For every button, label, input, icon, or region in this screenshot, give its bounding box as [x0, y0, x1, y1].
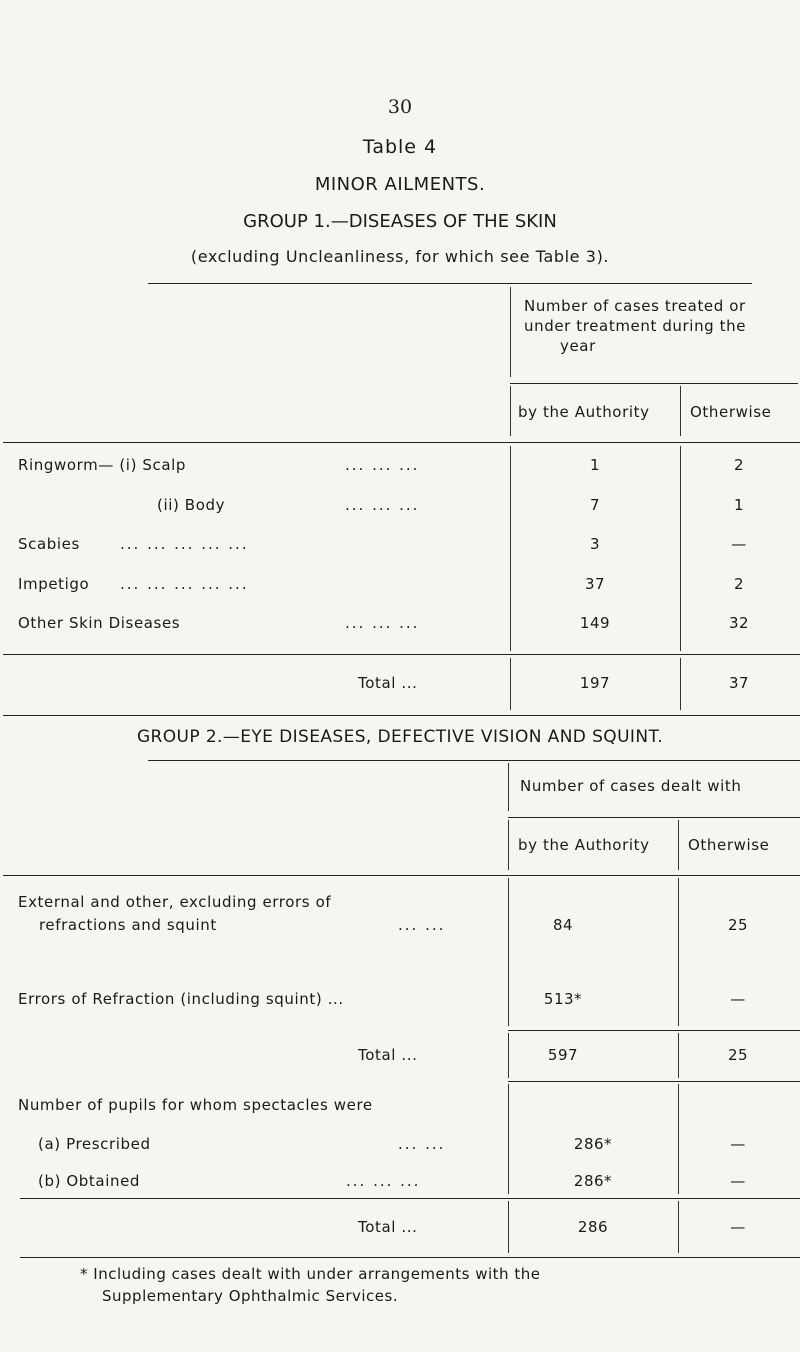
group2-subtotal-label: Total ...	[358, 1046, 418, 1064]
group2-header-span: Number of cases dealt with	[520, 777, 742, 795]
leader-dots: ... ... ...	[345, 496, 420, 514]
cell-authority: 149	[579, 614, 611, 632]
spectacles-heading: Number of pupils for whom spectacles were	[18, 1096, 373, 1114]
cell-otherwise: —	[730, 1135, 746, 1153]
cell-authority-total: 197	[579, 674, 611, 692]
rule	[148, 760, 800, 761]
rule	[20, 1198, 800, 1199]
leader-dots: ... ... ...	[346, 1172, 421, 1190]
rule	[508, 1081, 800, 1082]
leader-dots: ... ... ...	[345, 614, 420, 632]
main-heading: MINOR AILMENTS.	[314, 174, 486, 195]
table-row: Ringworm— (i) Scalp	[18, 456, 187, 474]
table-title: Table 4	[362, 136, 438, 158]
table-row: Impetigo	[18, 575, 90, 593]
cell-otherwise: 25	[727, 916, 749, 934]
table-row: Errors of Refraction (including squint) ...	[18, 990, 344, 1008]
rule	[510, 386, 511, 436]
cell-otherwise: 2	[733, 575, 745, 593]
cell-authority-subtotal: 597	[547, 1046, 579, 1064]
rule	[510, 287, 511, 377]
rule	[148, 283, 752, 284]
group2-col-authority: by the Authority	[518, 836, 650, 854]
cell-otherwise-total: —	[730, 1218, 746, 1236]
group2-total-label: Total ...	[358, 1218, 418, 1236]
cell-authority-total: 286	[577, 1218, 609, 1236]
cell-otherwise: —	[730, 990, 746, 1008]
rule	[20, 1257, 800, 1258]
leader-dots: ... ... ... ... ...	[120, 535, 249, 553]
cell-otherwise: 32	[728, 614, 750, 632]
cell-otherwise: 1	[733, 496, 745, 514]
group2-title: GROUP 2.—EYE DISEASES, DEFECTIVE VISION AND SQUINT.	[136, 727, 664, 747]
footnote-line2: Supplementary Ophthalmic Services.	[102, 1287, 399, 1305]
table-row: Other Skin Diseases	[18, 614, 181, 632]
cell-authority: 37	[584, 575, 606, 593]
cell-otherwise-subtotal: 25	[727, 1046, 749, 1064]
rule	[3, 715, 800, 716]
group1-col-authority: by the Authority	[518, 403, 650, 421]
group1-col-otherwise: Otherwise	[690, 403, 772, 421]
group1-subtitle: (excluding Uncleanliness, for which see Table 3).	[190, 247, 610, 266]
rule	[508, 820, 509, 870]
cell-otherwise: —	[730, 1172, 746, 1190]
group2-col-otherwise: Otherwise	[688, 836, 770, 854]
cell-otherwise: 2	[733, 456, 745, 474]
table-row: (b) Obtained	[38, 1172, 141, 1190]
cell-authority: 513*	[543, 990, 583, 1008]
rule	[3, 442, 800, 443]
leader-dots: ... ... ... ... ...	[120, 575, 249, 593]
rule	[680, 386, 681, 436]
group1-header-span: Number of cases treated or under treatment during the year	[524, 297, 747, 355]
leader-dots: ... ...	[398, 1135, 446, 1153]
cell-authority: 286*	[573, 1135, 613, 1153]
table-row-label-line1: External and other, excluding errors of	[18, 893, 332, 911]
group1-title: GROUP 1.—DISEASES OF THE SKIN	[243, 211, 557, 232]
table-row-label-line2: refractions and squint	[39, 916, 217, 934]
page-number: 30	[387, 96, 413, 118]
cell-authority: 286*	[573, 1172, 613, 1190]
cell-otherwise-total: 37	[728, 674, 750, 692]
table-row: (ii) Body	[157, 496, 226, 514]
table-row: (a) Prescribed	[38, 1135, 151, 1153]
leader-dots: ... ...	[398, 916, 446, 934]
rule	[508, 817, 800, 818]
cell-authority: 7	[589, 496, 601, 514]
leader-dots: ... ... ...	[345, 456, 420, 474]
cell-authority: 3	[589, 535, 601, 553]
cell-authority: 84	[552, 916, 574, 934]
table-row: Scabies	[18, 535, 80, 553]
rule	[508, 1030, 800, 1031]
rule	[3, 875, 800, 876]
footnote-line1: * Including cases dealt with under arrangements with the	[80, 1265, 541, 1283]
rule	[510, 383, 798, 384]
rule	[508, 763, 509, 811]
rule	[678, 820, 679, 870]
cell-authority: 1	[589, 456, 601, 474]
group1-total-label: Total ...	[358, 674, 418, 692]
rule	[3, 654, 800, 655]
cell-otherwise: —	[731, 535, 747, 553]
